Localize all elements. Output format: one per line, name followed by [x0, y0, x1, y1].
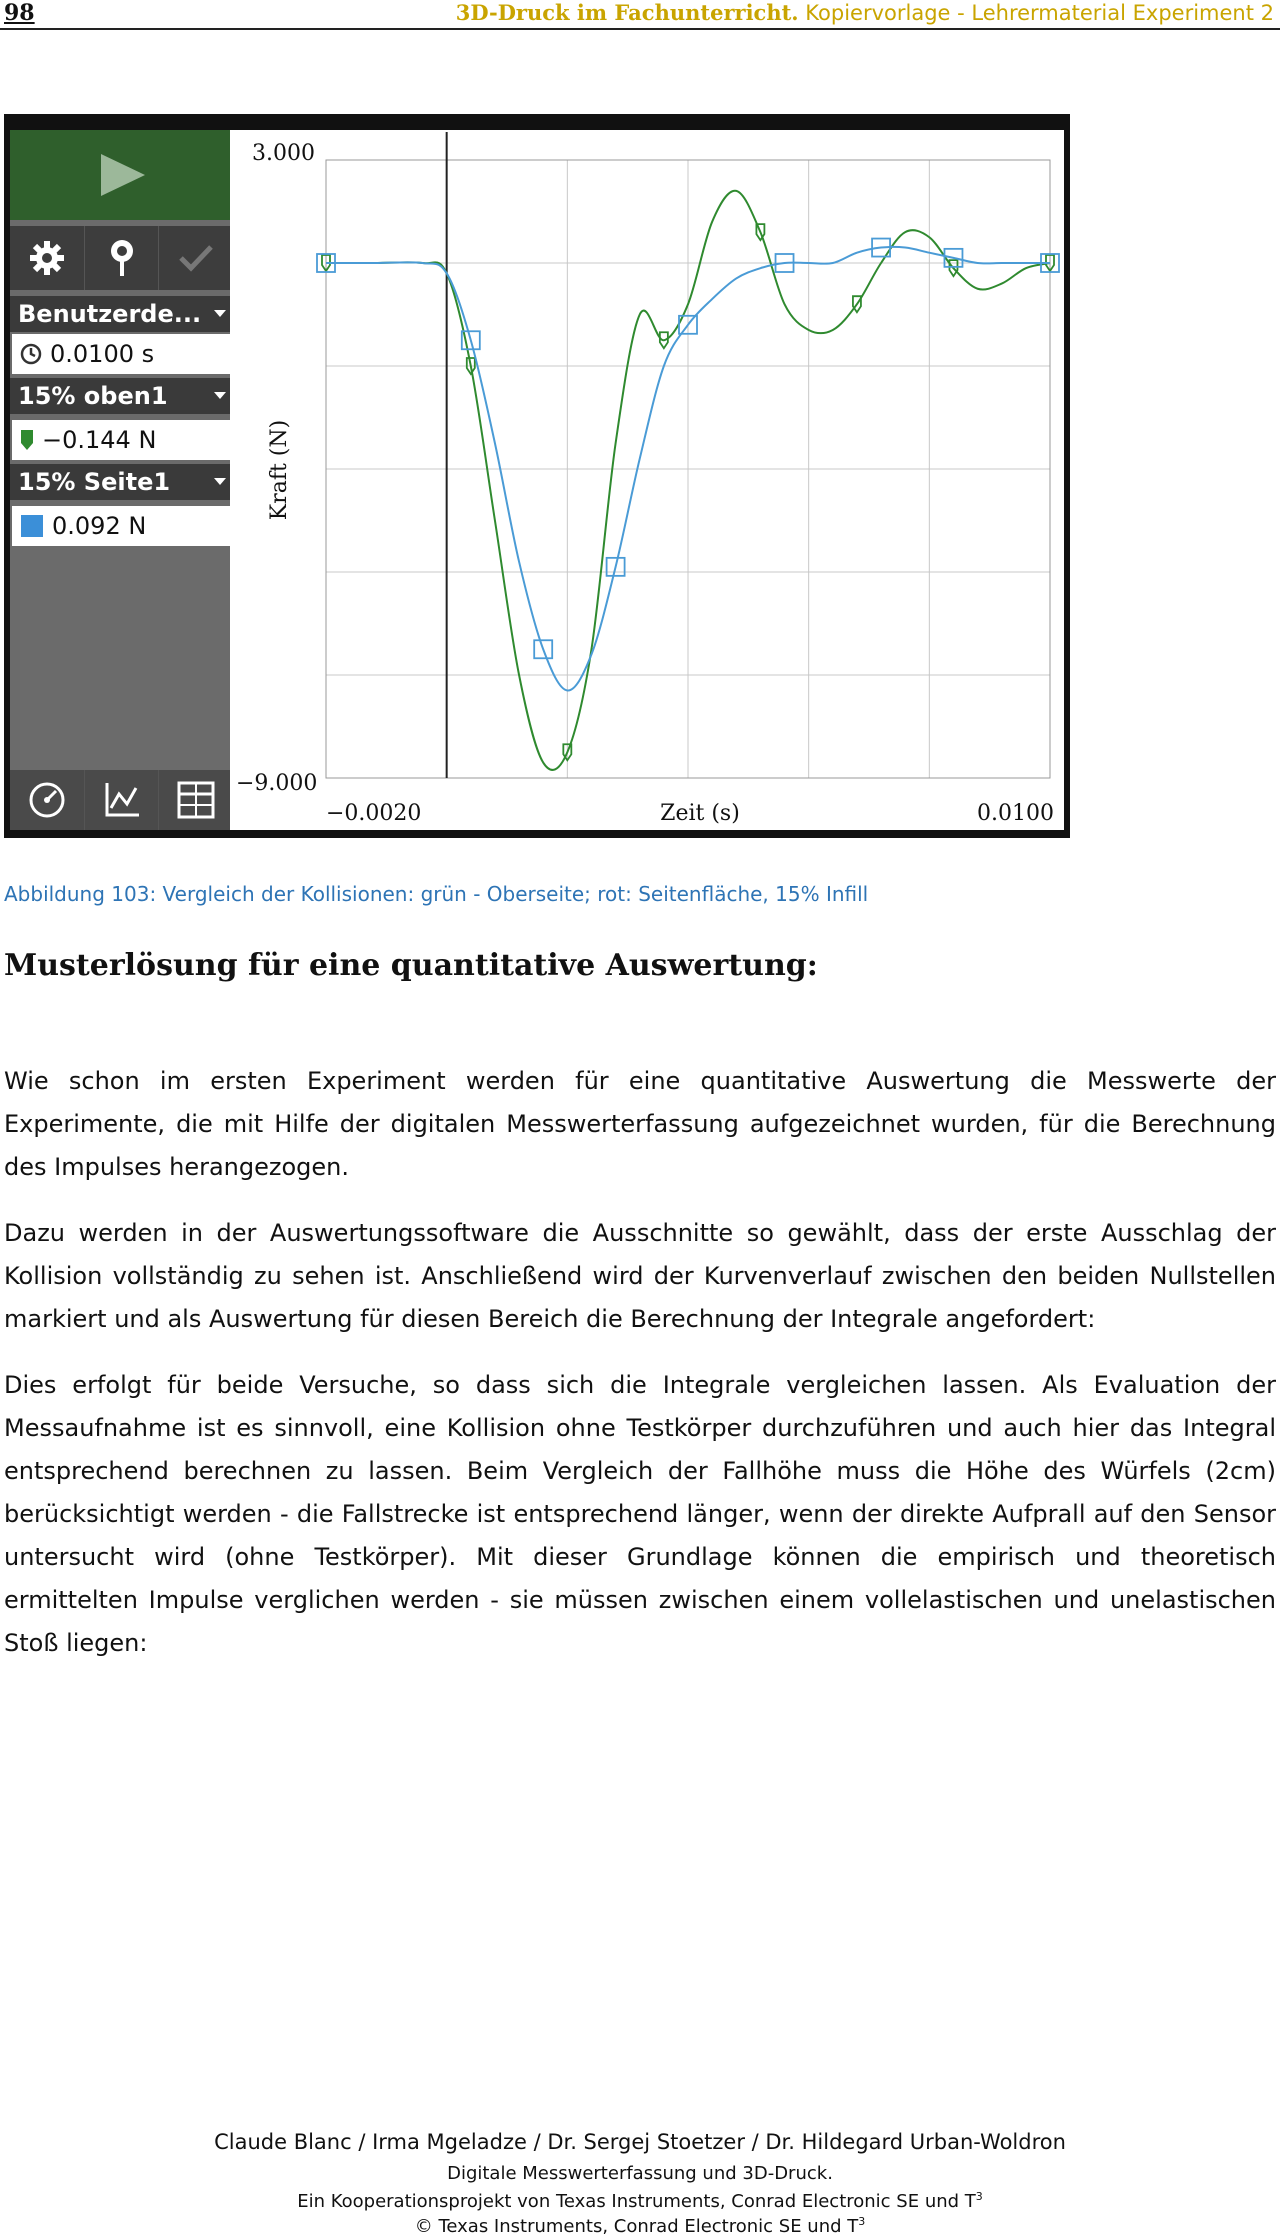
series2-value: 0.092 N	[52, 512, 147, 540]
footer-copyright	[0, 2215, 1280, 2237]
x-min-label: −0.0020	[326, 801, 422, 826]
paragraph-1: Wie schon im ersten Experiment werden für eine quantitative Auswertung die Messwerte der Experimente, die mit Hilfe der digitalen Messwerterfassung aufgezeichnet wurden, für die Berechnung des Impulses herangezogen.	[4, 1067, 1276, 1181]
dataset-selector[interactable]	[10, 296, 234, 332]
gauge-icon	[27, 780, 67, 820]
time-value: 0.0100 s	[50, 340, 155, 368]
page-number: 98	[4, 0, 35, 26]
series1-readout	[12, 420, 232, 460]
footer-coop	[0, 2190, 1280, 2212]
paragraph-3: Dies erfolgt für beide Versuche, so dass sich die Integrale vergleichen lassen. Als Evaluation der Messaufnahme ist es sinnvoll, eine Kollision ohne Testkörper durchzuführen und auch hier das Integral entsprechend berechnen zu lassen. Beim Vergleich der Fallhöhe muss die Höhe des Würfels (2cm) berücksichtigt werden - die Fallstrecke ist entsprechend länger, wenn der direkte Aufprall auf den Sensor untersucht wird (ohne Testkörper). Mit dieser Grundlage können die empirisch und theoretisch ermittelten Impulse verglichen werden - sie müssen zwischen einem vollelastischen und unelastischen Stoß liegen:	[4, 1371, 1276, 1657]
meter-view-button[interactable]	[10, 770, 85, 830]
blue-square-icon	[20, 514, 44, 538]
series2-readout	[12, 506, 232, 546]
page-header	[0, 0, 1280, 30]
paragraph-2: Dazu werden in der Auswertungssoftware die Ausschnitte so gewählt, dass der erste Ausschlag der Kollision vollständig zu sehen ist. Anschließend wird der Kurvenverlauf zwischen den beiden Nullstellen markiert und als Auswertung für diesen Bereich die Berechnung der Integrale angefordert:	[4, 1219, 1276, 1333]
series1-name: 15% oben1	[18, 382, 168, 410]
dataset-name: Benutzerde...	[18, 300, 202, 328]
footer-superscript: 3	[975, 2190, 983, 2203]
table-view-button[interactable]	[159, 770, 234, 830]
running-title-bold: 3D-Druck im Fachunterricht.	[455, 0, 799, 25]
footer-coop-text: Ein Kooperationsprojekt von Texas Instruments, Conrad Electronic SE und T	[297, 2191, 976, 2212]
graph-icon	[102, 780, 142, 820]
sidebar	[10, 130, 234, 830]
y-max-label: 3.000	[252, 141, 315, 166]
bottom-toolbar	[10, 770, 234, 830]
gear-icon	[28, 239, 66, 277]
clock-icon	[20, 343, 42, 365]
x-axis-label: Zeit (s)	[660, 801, 740, 826]
series1-value: −0.144 N	[42, 426, 157, 454]
time-readout	[12, 334, 232, 374]
table-icon	[176, 780, 216, 820]
y-min-label: −9.000	[236, 771, 318, 796]
marker-button[interactable]	[85, 226, 160, 290]
calculator-screenshot	[4, 114, 1070, 838]
tool-row	[10, 226, 234, 290]
green-marker-icon	[20, 429, 34, 451]
check-icon	[178, 243, 214, 273]
caret-down-icon	[214, 478, 226, 485]
footer-copyright-text: © Texas Instruments, Conrad Electronic SE und T	[414, 2216, 859, 2237]
chart-panel[interactable]	[230, 130, 1064, 830]
check-button[interactable]	[159, 226, 234, 290]
series2-selector[interactable]	[10, 464, 234, 500]
section-heading: Musterlösung für eine quantitative Auswertung:	[4, 948, 818, 983]
running-title	[456, 0, 1274, 25]
force-time-chart[interactable]	[230, 130, 1064, 830]
footer-superscript: 3	[858, 2215, 866, 2228]
graph-view-button[interactable]	[85, 770, 160, 830]
y-axis-label: Kraft (N)	[267, 419, 292, 521]
settings-button[interactable]	[10, 226, 85, 290]
series2-name: 15% Seite1	[18, 468, 171, 496]
x-max-label: 0.0100	[977, 801, 1054, 826]
footer-authors: Claude Blanc / Irma Mgeladze / Dr. Sergej Stoetzer / Dr. Hildegard Urban-Woldron	[214, 2130, 1066, 2154]
play-icon	[97, 152, 147, 198]
caret-down-icon	[214, 310, 226, 317]
play-button[interactable]	[10, 130, 234, 220]
pin-icon	[107, 238, 137, 278]
figure-caption: Abbildung 103: Vergleich der Kollisionen: grün - Oberseite; rot: Seitenfläche, 15% Infill	[4, 882, 869, 906]
series1-selector[interactable]	[10, 378, 234, 414]
footer-subtitle: Digitale Messwerterfassung und 3D-Druck.	[447, 2163, 833, 2184]
caret-down-icon	[214, 392, 226, 399]
running-title-rest: Kopiervorlage - Lehrermaterial Experiment 2	[798, 1, 1274, 25]
